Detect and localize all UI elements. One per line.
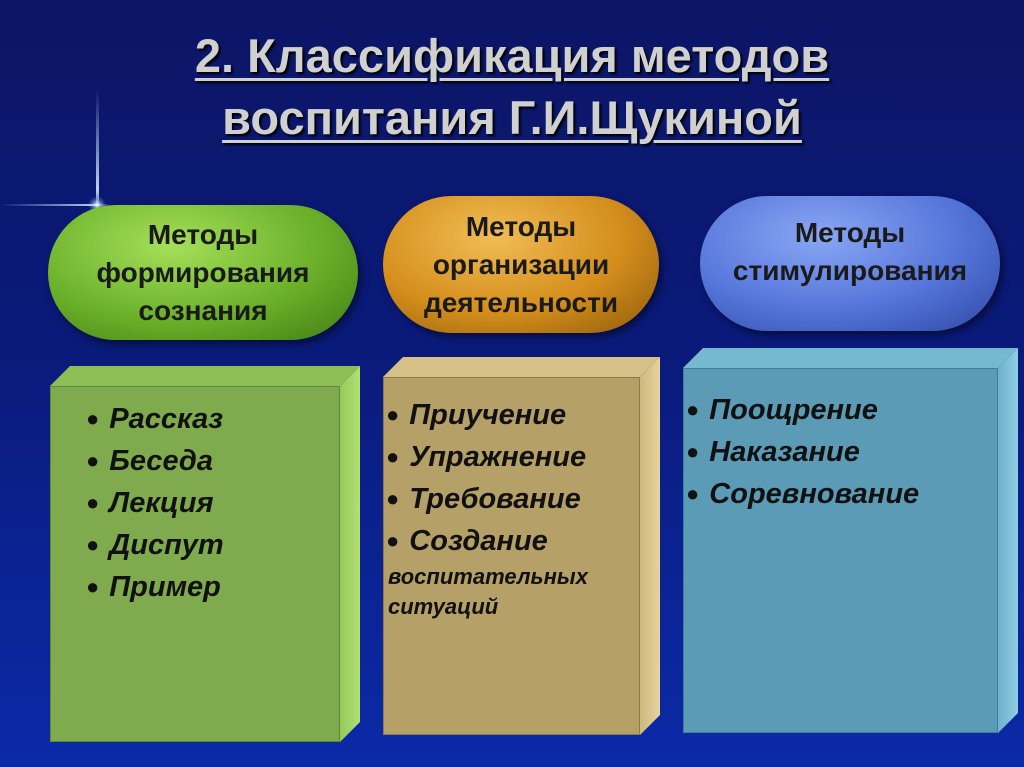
- list-item: ● Соревнование: [686, 478, 920, 510]
- bullet-icon: ●: [86, 406, 100, 431]
- bullet-icon: ●: [386, 444, 400, 469]
- list-item: ● Лекция: [86, 487, 214, 519]
- bullet-icon: ●: [686, 439, 700, 464]
- header-text: Методы: [147, 218, 259, 250]
- category-header-activity: [383, 196, 659, 333]
- bullet-icon: ●: [86, 490, 100, 515]
- bullet-icon: ●: [686, 397, 700, 422]
- box-top-face: [383, 357, 660, 377]
- list-item: ● Упражнение: [386, 441, 587, 473]
- category-header-consciousness: [48, 205, 358, 340]
- header-text: сознания: [138, 294, 268, 326]
- box-top-face: [683, 348, 1018, 368]
- list-item-continuation: ситуаций: [388, 594, 499, 619]
- box-top-face: [50, 366, 360, 386]
- header-text: Методы: [794, 216, 906, 248]
- header-text: деятельности: [423, 286, 619, 318]
- bullet-icon: ●: [386, 486, 400, 511]
- list-item: ● Рассказ: [86, 403, 224, 435]
- methods-list-stimulation: [686, 389, 919, 515]
- header-text: стимулирования: [732, 254, 968, 286]
- bullet-icon: ●: [386, 528, 400, 553]
- list-item: ● Приучение: [386, 399, 567, 431]
- box-side-face: [640, 357, 660, 735]
- category-header-stimulation: [700, 196, 1000, 331]
- header-text: формирования: [96, 256, 310, 288]
- header-text: Методы: [465, 210, 577, 242]
- header-text: организации: [432, 248, 610, 280]
- list-item: ● Создание воспитательных ситуаций: [386, 520, 588, 622]
- list-item-continuation: воспитательных: [388, 564, 588, 589]
- list-item: ● Наказание: [686, 436, 860, 468]
- list-item: ● Поощрение: [686, 394, 878, 426]
- slide-title-line2: воспитания Г.И.Щукиной: [222, 91, 802, 144]
- list-item: ● Диспут: [86, 529, 224, 561]
- list-item: ● Требование: [386, 483, 581, 515]
- slide-title-line1: 2. Классификация методов: [194, 29, 830, 82]
- box-side-face: [998, 348, 1018, 733]
- bullet-icon: ●: [86, 574, 100, 599]
- bullet-icon: ●: [686, 481, 700, 506]
- box-side-face: [340, 366, 360, 742]
- bullet-icon: ●: [86, 532, 100, 557]
- list-item: ● Беседа: [86, 445, 213, 477]
- bullet-icon: ●: [86, 448, 100, 473]
- list-item: ● Пример: [86, 571, 221, 603]
- methods-list-activity: [386, 394, 588, 622]
- bullet-icon: ●: [386, 402, 400, 427]
- methods-list-consciousness: [86, 398, 224, 608]
